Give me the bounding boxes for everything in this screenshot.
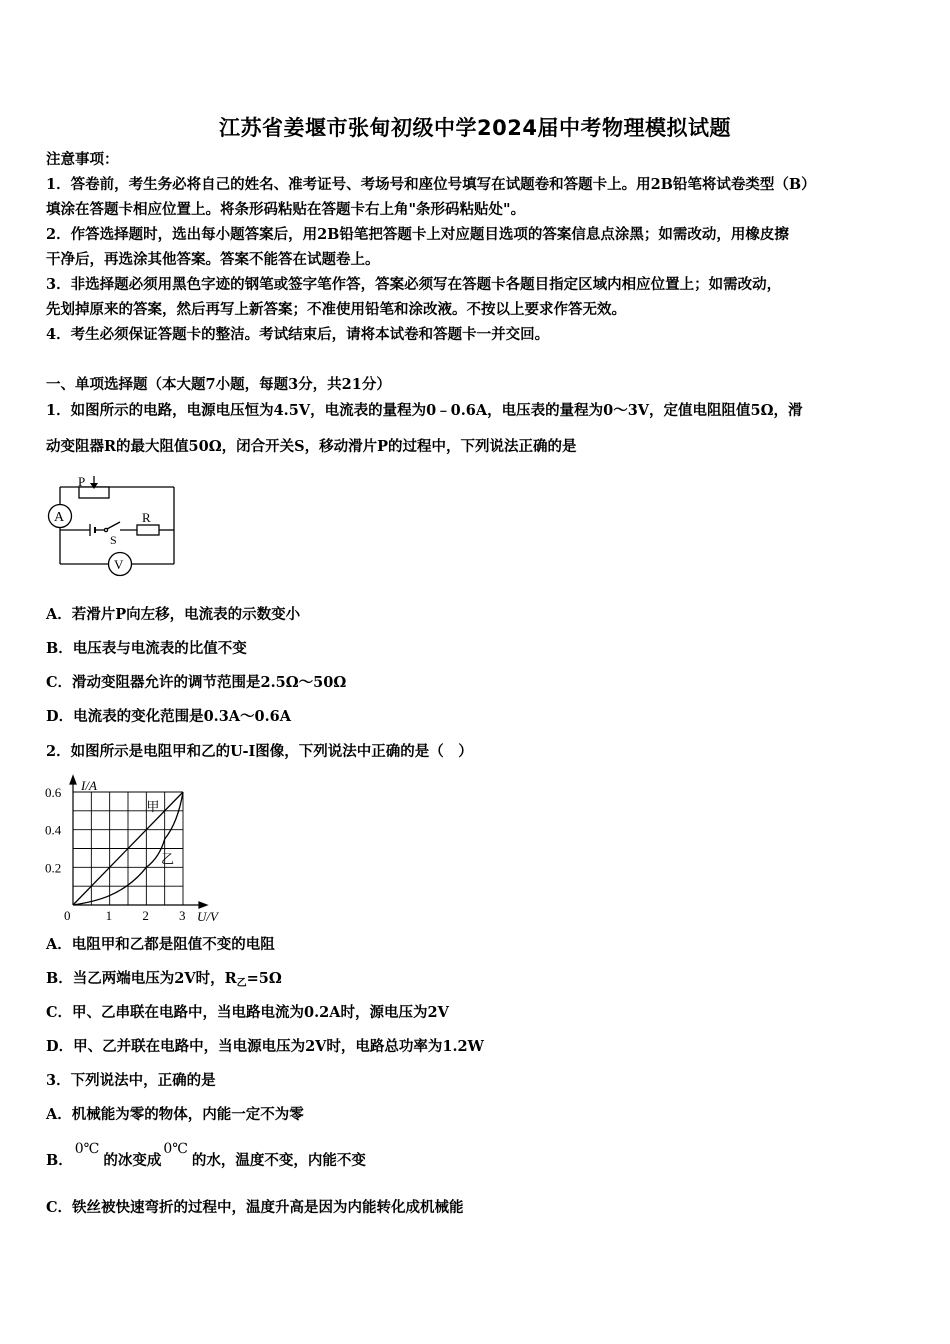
q1-option-a: A．若滑片P向左移，电流表的示数变小	[46, 606, 301, 623]
q2-option-d: D．甲、乙并联在电路中，当电源电压为2V时，电路总功率为1.2W	[46, 1038, 484, 1055]
y-tick-label-0.2: 0.2	[45, 860, 62, 876]
q2-option-a: A．电阻甲和乙都是阻值不变的电阻	[46, 936, 275, 953]
q2-option-b-pre: B．当乙两端电压为2V时，R	[46, 970, 237, 987]
switch-s	[107, 522, 120, 529]
x-tick-label-1: 1	[105, 908, 113, 923]
q2-stem: 2．如图所示是电阻甲和乙的U-I图像，下列说法中正确的是（ ）	[46, 743, 473, 760]
notice-line-4: 干净后，再选涂其他答案。答案不能答在试题卷上。	[46, 251, 380, 268]
origin-label: 0	[64, 908, 71, 923]
q3-option-b-mid: 的冰变成	[103, 1152, 162, 1169]
q1-option-b: B．电压表与电流表的比值不变	[46, 640, 247, 657]
circuit-diagram	[44, 470, 184, 580]
notice-line-5: 3．非选择题必须用黑色字迹的钢笔或签字笔作答，答案必须写在答题卡各题目指定区域内相应位置上；如需改动，	[46, 276, 782, 293]
y-tick-label-0.4: 0.4	[45, 822, 62, 838]
notice-line-7: 4．考生必须保证答题卡的整洁。考试结束后，请将本试卷和答题卡一并交回。	[46, 326, 550, 343]
notice-line-3: 2．作答选择题时，选出每小题答案后，用2B铅笔把答题卡上对应题目选项的答案信息点涂黑；如需改动，用橡皮擦	[46, 226, 789, 243]
q3-option-c: C．铁丝被快速弯折的过程中，温度升高是因为内能转化成机械能	[46, 1199, 464, 1216]
y-axis-arrow	[70, 776, 76, 784]
q3-option-b-prefix: B．	[46, 1152, 73, 1169]
resistor-r	[137, 525, 159, 535]
q2-option-b-post: =5Ω	[246, 970, 282, 987]
page-title: 江苏省姜堰市张甸初级中学2024届中考物理模拟试题	[219, 116, 731, 140]
series-yi-label: 乙	[161, 851, 175, 867]
q1-stem-line-2: 动变阻器R的最大阻值50Ω，闭合开关S，移动滑片P的过程中，下列说法正确的是	[46, 438, 577, 455]
q3-option-b-suffix: 的水，温度不变，内能不变	[191, 1152, 366, 1169]
x-tick-label-3: 3	[179, 908, 186, 923]
x-axis-label: U/V	[197, 909, 218, 924]
y-axis-label: I/A	[81, 778, 97, 793]
q2-option-c: C．甲、乙串联在电路中，当电路电流为0.2A时，源电压为2V	[46, 1004, 449, 1021]
q3-option-b-temp2: 0℃	[163, 1141, 188, 1157]
y-tick-label-0.6: 0.6	[45, 785, 62, 800]
section-heading: 一、单项选择题（本大题7小题，每题3分，共21分）	[46, 376, 391, 393]
notice-line-2: 填涂在答题卡相应位置上。将条形码粘贴在答题卡右上角"条形码粘贴处"。	[46, 201, 526, 218]
series-jia-label: 甲	[146, 798, 160, 814]
label-v: V	[114, 557, 124, 572]
q2-option-b-sub: 乙	[236, 978, 247, 989]
notice-line-6: 先划掉原来的答案，然后再写上新答案；不准使用铅笔和涂改液。不按以上要求作答无效。	[46, 301, 626, 318]
q2-option-b	[46, 969, 282, 994]
notice-heading: 注意事项：	[46, 151, 119, 168]
q3-option-b-temp1: 0℃	[74, 1141, 100, 1157]
x-axis-arrow	[199, 902, 207, 908]
x-tick-label-2: 2	[142, 908, 149, 923]
q1-option-c: C．滑动变阻器允许的调节范围是2.5Ω～50Ω	[46, 674, 347, 691]
q3-stem: 3．下列说法中，正确的是	[46, 1072, 216, 1089]
label-p: P	[78, 474, 86, 489]
ui-chart	[40, 775, 240, 925]
label-s: S	[110, 533, 117, 547]
q3-option-b	[46, 1141, 366, 1171]
q1-option-d: D．电流表的变化范围是0.3A～0.6A	[46, 708, 292, 725]
label-r: R	[142, 510, 151, 525]
notice-line-1: 1．答卷前，考生务必将自己的姓名、准考证号、考场号和座位号填写在试题卷和答题卡上。用2B铅笔将试卷类型（B）	[46, 176, 816, 193]
label-a: A	[54, 510, 65, 525]
q3-option-a: A．机械能为零的物体，内能一定不为零	[46, 1106, 304, 1123]
q1-stem-line-1: 1．如图所示的电路，电源电压恒为4.5V，电流表的量程为0﹣0.6A，电压表的量程为0～3V，定值电阻阻值5Ω，滑	[46, 402, 803, 419]
